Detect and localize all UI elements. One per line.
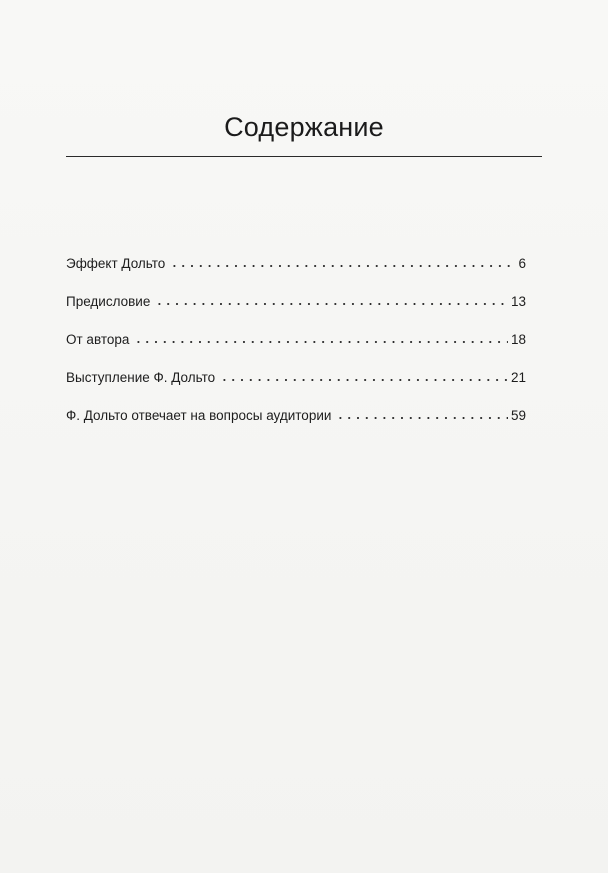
toc-entry-label: Выступление Ф. Дольто [66, 370, 216, 385]
toc-entry-page-number: 13 [510, 294, 526, 309]
toc-entry-vystuplenie [66, 368, 526, 406]
title-underline [66, 156, 542, 157]
dot-leader [155, 294, 508, 306]
page-title: Содержание [224, 112, 384, 142]
toc-entry-label: Предисловие [66, 294, 151, 309]
dot-leader [336, 408, 508, 420]
dot-leader [220, 370, 508, 382]
dot-leader [134, 332, 508, 344]
toc-entry-label: Ф. Дольто отвечает на вопросы аудитории [66, 408, 332, 423]
toc-entry-label: Эффект Дольто [66, 256, 166, 271]
table-of-contents [66, 254, 526, 444]
toc-entry-predislovie [66, 292, 526, 330]
toc-entry-effekt-dolto [66, 254, 526, 292]
toc-entry-label: От автора [66, 332, 130, 347]
toc-entry-page-number: 59 [510, 408, 526, 423]
toc-entry-page-number: 18 [510, 332, 526, 347]
toc-entry-page-number: 6 [518, 256, 526, 271]
dot-leader [170, 256, 515, 268]
toc-entry-ot-avtora [66, 330, 526, 368]
toc-entry-otvety-na-voprosy [66, 406, 526, 444]
toc-entry-page-number: 21 [510, 370, 526, 385]
